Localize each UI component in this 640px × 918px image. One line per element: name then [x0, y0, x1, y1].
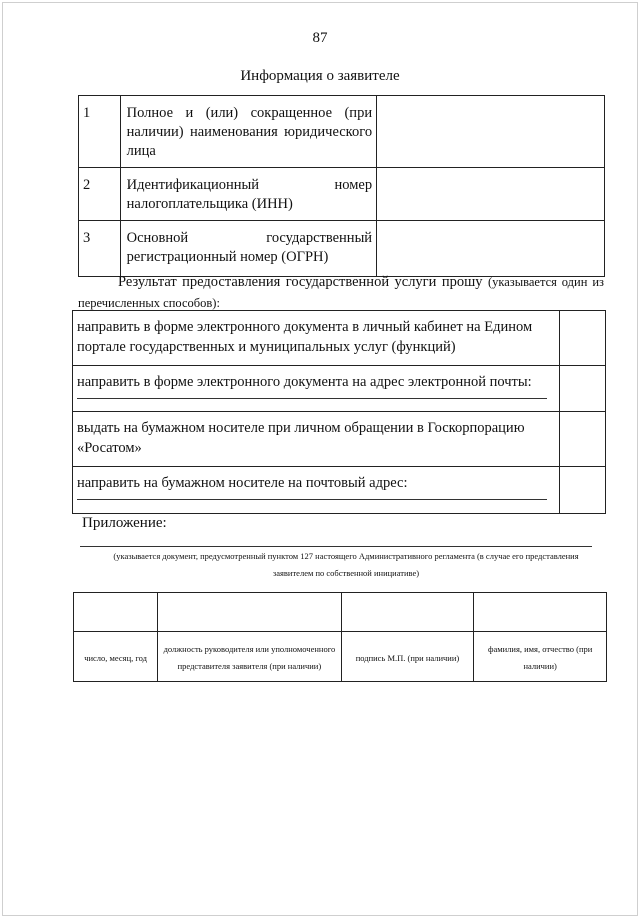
row-label: Полное и (или) сокращенное (при наличии) наименования юридического лица: [120, 96, 376, 168]
table-row: [73, 412, 606, 467]
table-row: [74, 632, 607, 682]
attachment-line[interactable]: [80, 546, 592, 547]
full-name-caption: фамилия, имя, отчество (при наличии): [474, 632, 607, 682]
table-row: [74, 593, 607, 632]
legal-name-field[interactable]: [377, 96, 605, 168]
table-row: [73, 366, 606, 412]
table-row: [73, 467, 606, 514]
position-field[interactable]: [158, 593, 341, 632]
row-number: 3: [79, 221, 121, 277]
option-checkbox-cell[interactable]: [560, 366, 606, 412]
postal-address-underline[interactable]: [77, 493, 547, 500]
result-paragraph: [78, 272, 604, 314]
page-title: Информация о заявителе: [240, 68, 400, 84]
position-caption: должность руководителя или уполномоченного представителя заявителя (при наличии): [158, 632, 341, 682]
option-checkbox-cell[interactable]: [560, 311, 606, 366]
table-row: [79, 168, 605, 221]
table-row: [73, 311, 606, 366]
signature-field[interactable]: [341, 593, 474, 632]
option-checkbox-cell[interactable]: [560, 467, 606, 514]
delivery-options-table: [72, 310, 606, 514]
option-checkbox-cell[interactable]: [560, 412, 606, 467]
signature-table: [73, 592, 607, 682]
full-name-field[interactable]: [474, 593, 607, 632]
attachment-note: (указывается документ, предусмотренный пунктом 127 настоящего Административного регламента (в случае его представления заявителем по собственной инициативе): [113, 551, 579, 578]
option-text: выдать на бумажном носителе при личном обращении в Госкорпорацию «Росатом»: [73, 412, 560, 467]
option-cell: [73, 366, 560, 412]
row-label: Идентификационный номер налогоплательщика (ИНН): [120, 168, 376, 221]
row-number: 2: [79, 168, 121, 221]
result-paragraph-note: (указывается один из перечисленных способов):: [78, 275, 604, 310]
table-row: [79, 221, 605, 277]
row-label: Основной государственный регистрационный номер (ОГРН): [120, 221, 376, 277]
email-underline[interactable]: [77, 392, 547, 399]
option-cell: [73, 467, 560, 514]
option-text: направить в форме электронного документа в личный кабинет на Едином портале государственных и муниципальных услуг (функций): [73, 311, 560, 366]
table-row: [79, 96, 605, 168]
inn-field[interactable]: [377, 168, 605, 221]
option-text: направить в форме электронного документа на адрес электронной почты:: [77, 374, 532, 390]
attachment-label: Приложение:: [82, 515, 167, 531]
row-number: 1: [79, 96, 121, 168]
ogrn-field[interactable]: [377, 221, 605, 277]
result-paragraph-main: Результат предоставления государственной услуги прошу: [118, 274, 483, 290]
date-caption: число, месяц, год: [74, 632, 158, 682]
signature-caption: подпись М.П. (при наличии): [341, 632, 474, 682]
date-field[interactable]: [74, 593, 158, 632]
applicant-info-table: [78, 95, 605, 277]
page-number: 87: [312, 30, 328, 46]
option-text: направить на бумажном носителе на почтовый адрес:: [77, 475, 408, 491]
